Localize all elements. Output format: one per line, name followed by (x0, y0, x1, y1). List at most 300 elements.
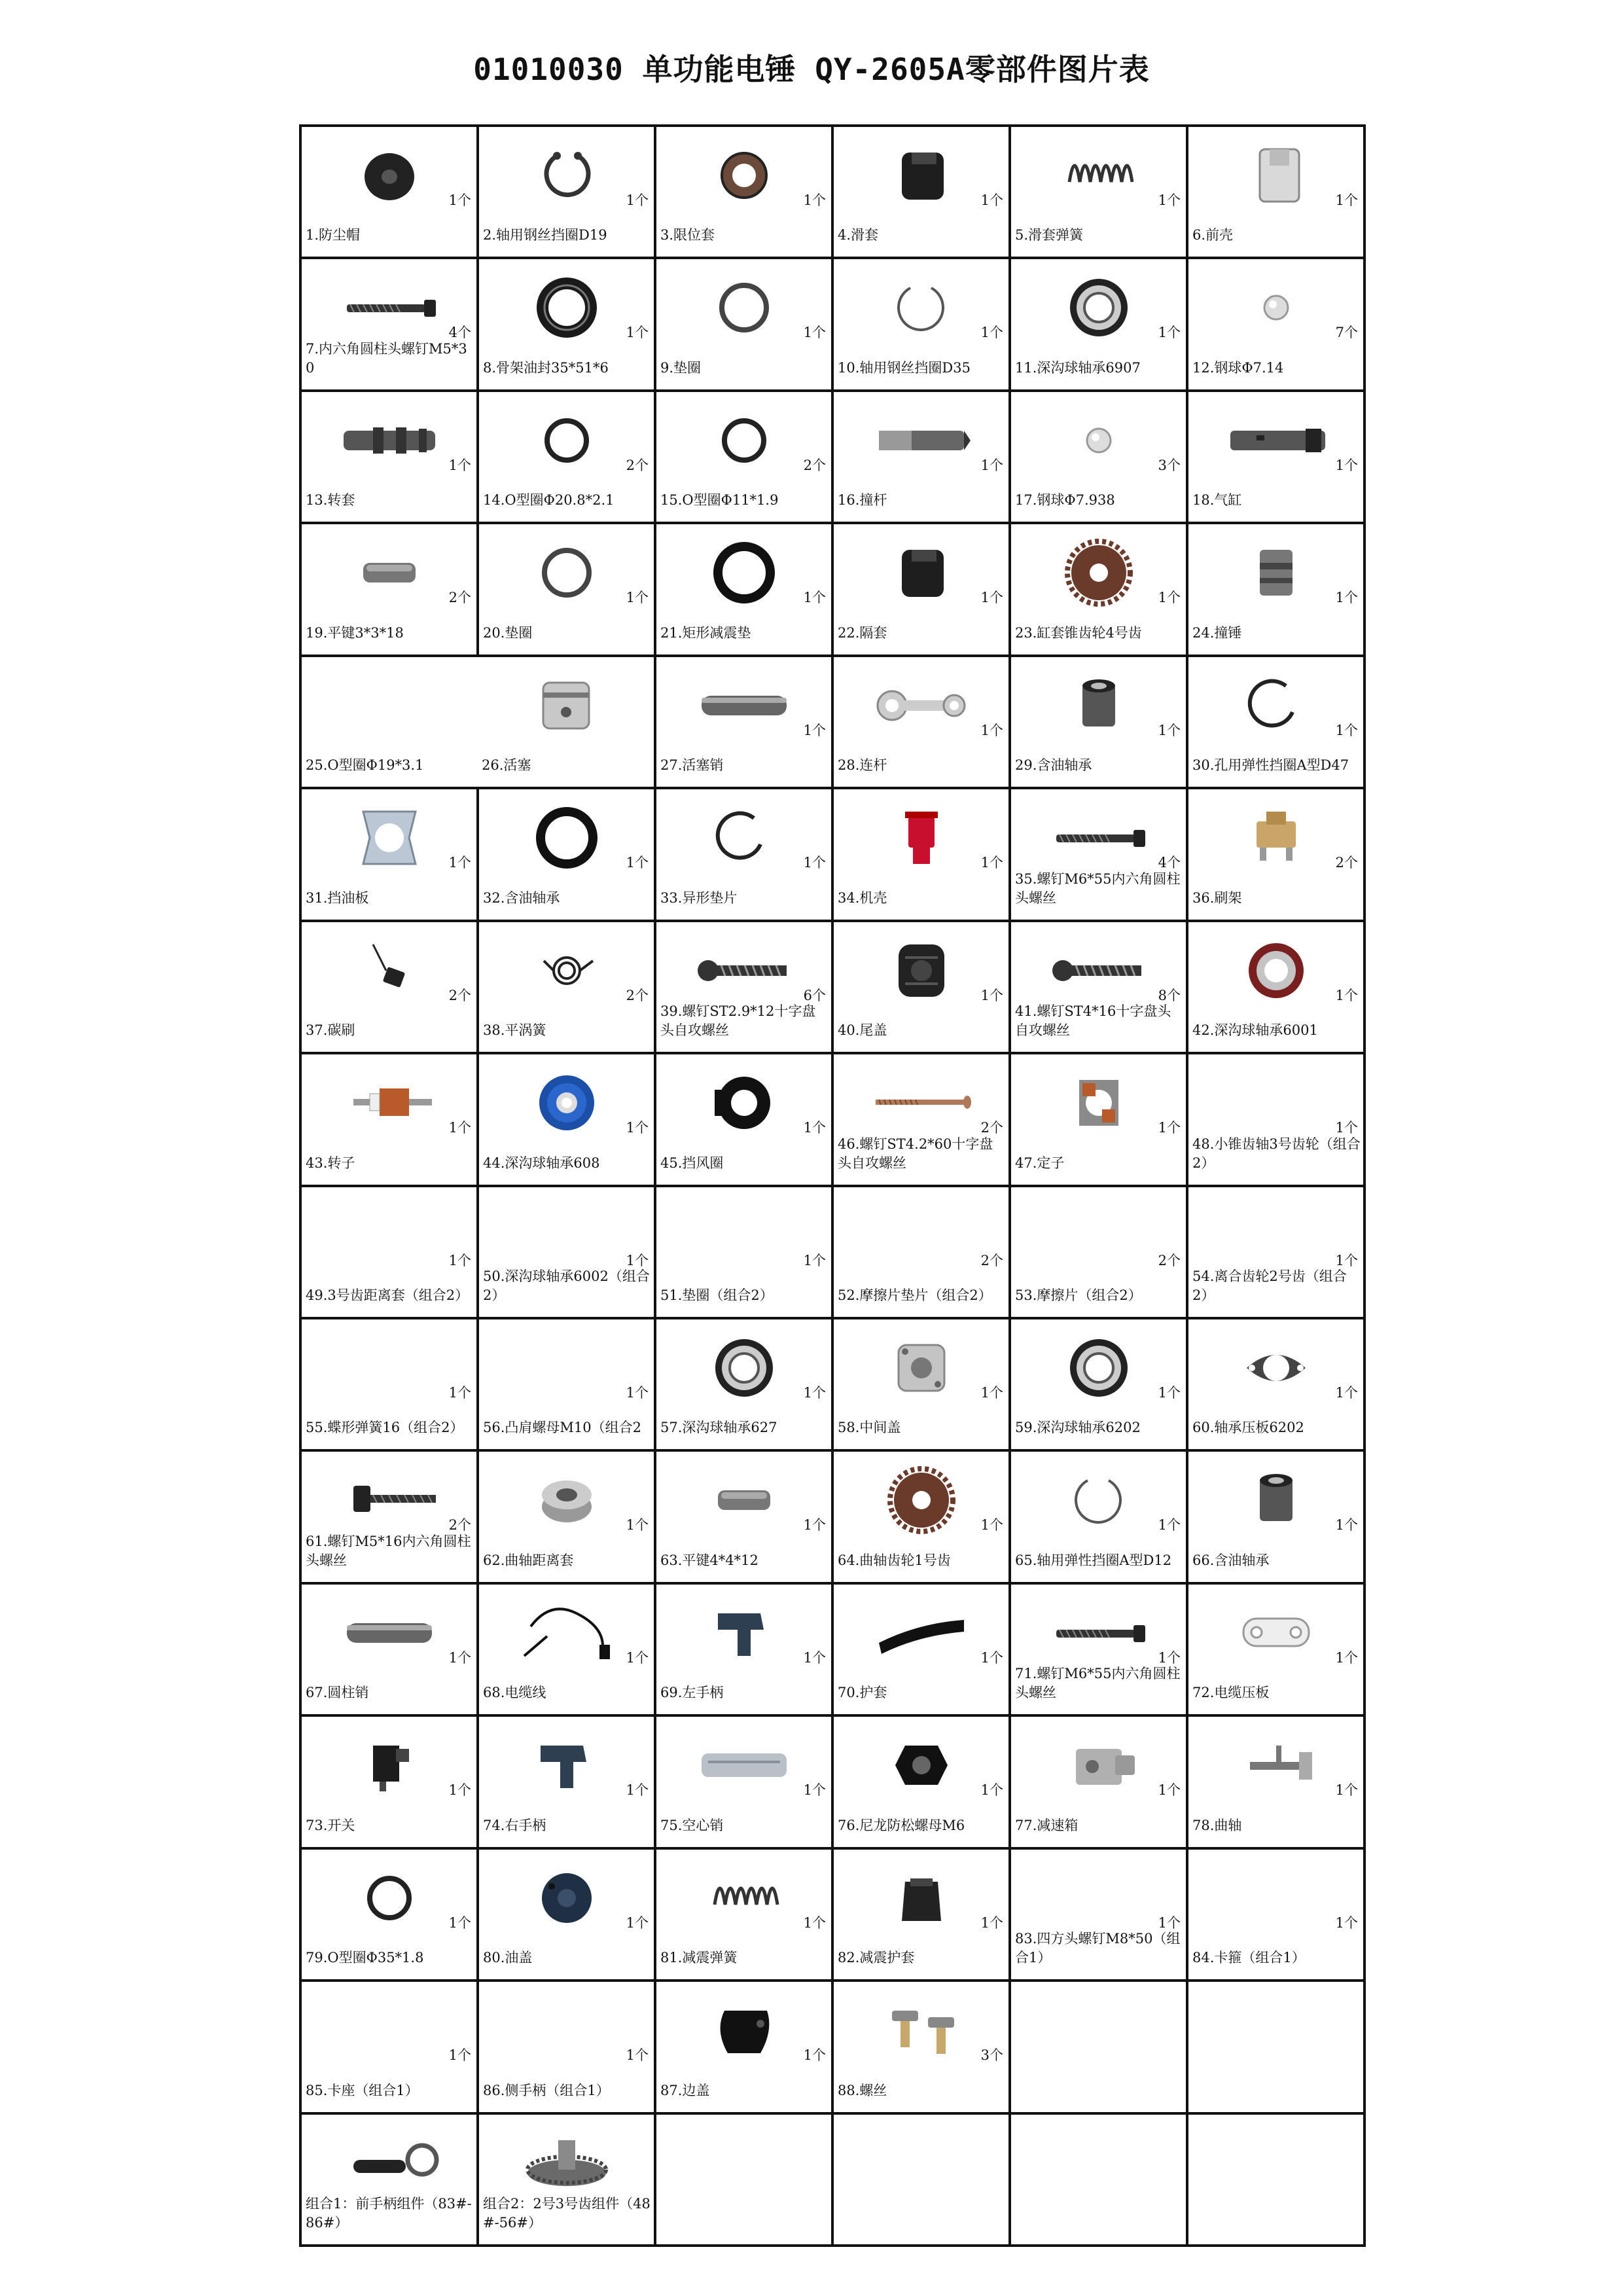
part-name: 56.凸肩螺母M10（组合2 (483, 1420, 641, 1436)
part-cell (479, 1717, 656, 1849)
part-cell (656, 1850, 834, 1982)
part-cell (834, 1319, 1011, 1452)
part-name: 62.曲轴距离套 (483, 1552, 574, 1568)
part-name: 组合2：2号3号齿组件（48#-56#） (483, 2196, 651, 2231)
part-cell (1188, 1585, 1366, 1717)
part-name: 74.右手柄 (483, 1817, 546, 1833)
part-quantity: 4个 (448, 325, 471, 341)
part-quantity: 1个 (1158, 1120, 1181, 1136)
part-quantity: 2个 (980, 1120, 1003, 1136)
part-cell (302, 1717, 479, 1849)
sleeve-icon (866, 533, 977, 612)
part-name: 10.轴用钢丝挡圈D35 (838, 359, 971, 376)
part-cell (302, 2115, 479, 2247)
part-name: 18.气缸 (1192, 492, 1242, 509)
part-quantity: 1个 (803, 1517, 826, 1534)
part-quantity: 1个 (448, 1384, 471, 1401)
baffle-icon (688, 1064, 800, 1142)
part-name: 32.含油轴承 (483, 889, 560, 906)
part-cell (1011, 127, 1188, 259)
page-title: 01010030 单功能电锤 QY-2605A零部件图片表 (473, 52, 1150, 87)
spacer-icon (511, 1461, 622, 1539)
part-quantity: 1个 (626, 325, 649, 341)
part-quantity: 1个 (980, 192, 1003, 208)
empty-cell (1011, 2115, 1188, 2247)
part-name: 45.挡风圈 (660, 1155, 724, 1171)
part-quantity: 2个 (1158, 1252, 1181, 1268)
flange-plate-icon (1221, 1329, 1332, 1407)
part-name: 79.O型圈Φ35*1.8 (306, 1950, 424, 1966)
part-quantity: 1个 (626, 1252, 649, 1268)
pin-icon (688, 666, 800, 745)
washer-icon (688, 268, 800, 347)
tapping-screw-icon (1043, 931, 1154, 1010)
part-name: 68.电缆线 (483, 1685, 546, 1701)
part-cell (656, 1717, 834, 1849)
part-name: 83.四方头螺钉M8*50（组合1） (1015, 1931, 1181, 1966)
brush-holder-icon (1221, 798, 1332, 877)
part-cell (656, 127, 834, 259)
part-name: 78.曲轴 (1192, 1817, 1242, 1833)
part-name: 8.骨架油封35*51*6 (483, 359, 609, 376)
part-cell (834, 524, 1011, 656)
part-name: 84.卡箍（组合1） (1192, 1950, 1306, 1966)
part-name: 37.碳刷 (306, 1022, 355, 1039)
part-quantity: 1个 (803, 1782, 826, 1799)
part-quantity: 1个 (1335, 1782, 1358, 1799)
part-quantity: 1个 (803, 1384, 826, 1401)
part-name: 86.侧手柄（组合1） (483, 2082, 610, 2098)
part-name: 30.孔用弹性挡圈A型D47 (1192, 757, 1349, 774)
part-quantity: 1个 (448, 2047, 471, 2064)
gear-assembly-icon (511, 2124, 622, 2202)
part-name: 29.含油轴承 (1015, 757, 1092, 774)
empty-cell (1188, 1982, 1366, 2114)
part-cell (1188, 789, 1366, 922)
link-icon (866, 666, 977, 745)
part-quantity: 1个 (803, 590, 826, 606)
part-quantity: 1个 (448, 1649, 471, 1666)
o-ring-icon (688, 401, 800, 480)
part-name: 65.轴用弹性挡圈A型D12 (1015, 1552, 1172, 1568)
part-quantity: 1个 (1158, 325, 1181, 341)
part-quantity: 1个 (1335, 1120, 1358, 1136)
part-cell (1188, 1717, 1366, 1849)
part-cell (834, 657, 1011, 789)
part-cell (834, 1054, 1011, 1187)
part-quantity: 1个 (1158, 1517, 1181, 1534)
part-cell (479, 259, 656, 391)
part-name: 76.尼龙防松螺母M6 (838, 1817, 965, 1833)
part-quantity: 7个 (1335, 325, 1358, 341)
ball-icon (1221, 268, 1332, 347)
part-name: 2.轴用钢丝挡圈D19 (483, 227, 607, 243)
screw-icon (334, 268, 445, 347)
key-icon (688, 1461, 800, 1539)
part-cell (834, 1717, 1011, 1849)
part-quantity: 1个 (1158, 1649, 1181, 1666)
wire-ring-icon (1043, 1461, 1154, 1539)
part-quantity: 1个 (448, 1252, 471, 1268)
part-name: 70.护套 (838, 1685, 887, 1701)
part-name: 61.螺钉M5*16内六角圆柱头螺丝 (306, 1533, 471, 1568)
part-quantity: 1个 (803, 1914, 826, 1931)
empty-cell (1011, 1982, 1188, 2114)
part-cell (479, 127, 656, 259)
part-quantity: 1个 (1158, 722, 1181, 738)
part-name: 7.内六角圆柱头螺钉M5*30 (306, 340, 467, 376)
o-ring-icon (511, 401, 622, 480)
part-quantity: 1个 (980, 325, 1003, 341)
carbon-brush-icon (334, 931, 445, 1010)
part-cell (656, 259, 834, 391)
part-name: 4.滑套 (838, 227, 879, 243)
part-quantity: 1个 (980, 1914, 1003, 1931)
part-name: 72.电缆压板 (1192, 1685, 1270, 1701)
part-quantity: 2个 (980, 1252, 1003, 1268)
part-name: 24.撞锤 (1192, 624, 1242, 641)
gear-icon (1043, 533, 1154, 612)
part-name: 50.深沟球轴承6002（组合2） (483, 1268, 650, 1303)
part-quantity: 2个 (448, 987, 471, 1003)
key-icon (334, 533, 445, 612)
ball-icon (1043, 401, 1154, 480)
part-quantity: 6个 (803, 987, 826, 1003)
gearbox-icon (1043, 1726, 1154, 1804)
thick-ring-icon (688, 533, 800, 612)
part-name: 48.小锥齿轴3号齿轮（组合2） (1192, 1136, 1361, 1171)
side-cover-icon (688, 1991, 800, 2070)
part-name: 31.挡油板 (306, 889, 369, 906)
part-name: 14.O型圈Φ20.8*2.1 (483, 492, 615, 509)
part-cell (1188, 392, 1366, 524)
part-name: 6.前壳 (1192, 227, 1234, 243)
part-cell (479, 1850, 656, 1982)
part-quantity: 1个 (803, 192, 826, 208)
part-cell (834, 1850, 1011, 1982)
part-quantity: 1个 (448, 1120, 471, 1136)
hollow-pin-icon (688, 1726, 800, 1804)
part-name: 44.深沟球轴承608 (483, 1155, 600, 1171)
part-name: 组合1：前手柄组件（83#-86#） (306, 2196, 472, 2231)
part-cell (479, 1585, 656, 1717)
part-cell (834, 1982, 1011, 2114)
part-quantity: 1个 (803, 325, 826, 341)
part-cell (656, 1187, 834, 1319)
part-quantity: 1个 (980, 590, 1003, 606)
gear-icon (866, 1461, 977, 1539)
cable-guard-icon (866, 1594, 977, 1672)
part-cell (302, 259, 479, 391)
part-cell (1188, 922, 1366, 1054)
pin-icon (334, 1594, 445, 1672)
stator-icon (1043, 1064, 1154, 1142)
part-name: 55.蝶形弹簧16（组合2） (306, 1420, 464, 1436)
part-cell (1011, 1187, 1188, 1319)
bushing-icon (1221, 1461, 1332, 1539)
part-name: 81.减震弹簧 (660, 1950, 738, 1966)
part-quantity: 1个 (1335, 1252, 1358, 1268)
part-quantity: 1个 (1335, 457, 1358, 473)
part-quantity: 1个 (1158, 1782, 1181, 1799)
piston-icon (510, 666, 622, 745)
part-quantity: 1个 (803, 1252, 826, 1268)
part-name: 80.油盖 (483, 1950, 533, 1966)
coil-spring-icon (511, 931, 622, 1010)
part-quantity: 1个 (626, 590, 649, 606)
part-name: 67.圆柱销 (306, 1685, 369, 1701)
part-cell (1011, 1585, 1188, 1717)
empty-cell (656, 2115, 834, 2247)
rod-icon (866, 401, 977, 480)
part-quantity: 1个 (1335, 987, 1358, 1003)
clamp-icon (1221, 1594, 1332, 1672)
sleeve-icon (866, 136, 977, 215)
part-cell (834, 922, 1011, 1054)
part-name: 13.转套 (306, 492, 355, 509)
part-quantity: 1个 (626, 1649, 649, 1666)
part-quantity: 1个 (1335, 1649, 1358, 1666)
part-name: 54.离合齿轮2号齿（组合2） (1192, 1268, 1347, 1303)
part-cell (479, 1054, 656, 1187)
part-cell (656, 524, 834, 656)
part-name: 27.活塞销 (660, 757, 724, 774)
part-name: 36.刷架 (1192, 889, 1242, 906)
part-cell (1188, 524, 1366, 656)
seal-icon (511, 268, 622, 347)
part-quantity: 1个 (980, 1384, 1003, 1401)
part-cell (1011, 657, 1188, 789)
part-cell (1011, 392, 1188, 524)
bearing-icon (688, 1329, 800, 1407)
part-cell (1011, 922, 1188, 1054)
part-cell (834, 789, 1011, 922)
spring-icon (1043, 136, 1154, 215)
part-quantity: 8个 (1158, 987, 1181, 1003)
part-name: 22.隔套 (838, 624, 887, 641)
end-cap-icon (866, 931, 977, 1010)
part-cell (1188, 1054, 1366, 1187)
part-quantity: 2个 (1335, 855, 1358, 871)
hex-bolt-icon (334, 1461, 445, 1539)
part-name: 33.异形垫片 (660, 889, 738, 906)
part-name: 66.含油轴承 (1192, 1552, 1270, 1568)
part-cell (479, 789, 656, 922)
part-name: 1.防尘帽 (306, 227, 361, 243)
part-name: 58.中间盖 (838, 1420, 901, 1436)
part-name: 47.定子 (1015, 1155, 1065, 1171)
part-name: 23.缸套锥齿轮4号齿 (1015, 624, 1142, 641)
part-cell (1011, 1717, 1188, 1849)
part-quantity: 1个 (1158, 1914, 1181, 1931)
part-name: 52.摩擦片垫片（组合2） (838, 1287, 992, 1303)
ring-icon (688, 136, 800, 215)
part-name: 63.平键4*4*12 (660, 1552, 758, 1568)
part-quantity: 1个 (980, 1649, 1003, 1666)
part-cell (656, 657, 834, 789)
part-cell (1011, 789, 1188, 922)
part-quantity: 3个 (1158, 457, 1181, 473)
part-cell (834, 392, 1011, 524)
part-quantity: 1个 (626, 855, 649, 871)
switch-icon (334, 1726, 445, 1804)
part-cell (302, 1982, 479, 2114)
o-ring-icon (334, 1859, 445, 1937)
part-quantity: 1个 (626, 1782, 649, 1799)
part-cell (1188, 1850, 1366, 1982)
part-cell (1011, 524, 1188, 656)
part-cell (1188, 1452, 1366, 1584)
hammer-icon (1221, 533, 1332, 612)
part-name: 15.O型圈Φ11*1.9 (660, 492, 779, 509)
part-name: 87.边盖 (660, 2082, 710, 2098)
part-quantity: 1个 (1335, 722, 1358, 738)
part-name: 38.平涡簧 (483, 1022, 546, 1039)
part-name: 49.3号齿距离套（组合2） (306, 1287, 469, 1303)
part-quantity: 2个 (803, 457, 826, 473)
blue-bearing-icon (511, 1064, 622, 1142)
part-quantity: 1个 (626, 1120, 649, 1136)
part-name: 88.螺丝 (838, 2082, 887, 2098)
part-cell (302, 1585, 479, 1717)
part-cell (479, 1452, 656, 1584)
part-name: 42.深沟球轴承6001 (1192, 1022, 1318, 1039)
empty-cell (1188, 2115, 1366, 2247)
part-name: 43.转子 (306, 1155, 355, 1171)
part-quantity: 3个 (980, 2047, 1003, 2064)
part-quantity: 1个 (803, 1649, 826, 1666)
part-quantity: 1个 (980, 987, 1003, 1003)
part-name: 82.减震护套 (838, 1950, 915, 1966)
part-cell (1188, 657, 1366, 789)
screw-icon (1043, 798, 1154, 877)
handle-icon (688, 1594, 800, 1672)
bearing-icon (1043, 1329, 1154, 1407)
part-cell (834, 127, 1011, 259)
part-quantity: 1个 (803, 2047, 826, 2064)
part-cell (1011, 1054, 1188, 1187)
part-cell (656, 1452, 834, 1584)
side-handle-icon (334, 2124, 445, 2202)
wire-ring-icon (866, 268, 977, 347)
part-quantity: 1个 (1335, 192, 1358, 208)
part-quantity: 2个 (626, 457, 649, 473)
parts-table (299, 124, 1366, 2247)
part-name: 5.滑套弹簧 (1015, 227, 1084, 243)
part-name: 69.左手柄 (660, 1685, 724, 1701)
part-quantity: 1个 (980, 855, 1003, 871)
thick-ring-icon (511, 798, 622, 877)
part-name: 85.卡座（组合1） (306, 2082, 419, 2098)
part-cell (656, 392, 834, 524)
part-name: 41.螺钉ST4*16十字盘头自攻螺丝 (1015, 1003, 1171, 1039)
rotor-icon (334, 1064, 445, 1142)
damper-icon (866, 1859, 977, 1937)
snap-ring-icon (688, 798, 800, 877)
long-screw-icon (866, 1064, 977, 1142)
part-cell (302, 1054, 479, 1187)
part-cell (1011, 1850, 1188, 1982)
part-cell (479, 2115, 656, 2247)
part-quantity: 2个 (448, 1517, 471, 1534)
part-quantity: 1个 (980, 1517, 1003, 1534)
tube-icon (334, 401, 445, 480)
part-quantity: 1个 (448, 855, 471, 871)
part-cell (656, 1585, 834, 1717)
part-name: 57.深沟球轴承627 (660, 1420, 777, 1436)
part-cell (302, 127, 479, 259)
part-quantity: 1个 (1335, 1384, 1358, 1401)
part-name: 16.撞杆 (838, 492, 887, 509)
part-quantity: 1个 (626, 2047, 649, 2064)
part-cell (656, 1982, 834, 2114)
part-name: 46.螺钉ST4.2*60十字盘头自攻螺丝 (838, 1136, 993, 1171)
part-name: 11.深沟球轴承6907 (1015, 359, 1141, 376)
part-cell (479, 1982, 656, 2114)
part-cell (302, 1319, 479, 1452)
part-name: 73.开关 (306, 1817, 355, 1833)
red-housing-icon (866, 798, 977, 877)
part-quantity: 1个 (1335, 1914, 1358, 1931)
part-cell (834, 1452, 1011, 1584)
part-name: 39.螺钉ST2.9*12十字盘头自攻螺丝 (660, 1003, 816, 1039)
part-cell (834, 259, 1011, 391)
part-quantity: 1个 (980, 1782, 1003, 1799)
snap-ring-icon (1221, 666, 1332, 745)
part-name: 75.空心销 (660, 1817, 724, 1833)
bearing-icon (1043, 268, 1154, 347)
part-cell (1011, 259, 1188, 391)
part-quantity: 1个 (626, 1517, 649, 1534)
part-cell (479, 922, 656, 1054)
part-name: 34.机壳 (838, 889, 887, 906)
part-quantity: 1个 (448, 1914, 471, 1931)
part-cell (302, 922, 479, 1054)
part-cell (1188, 127, 1366, 259)
part-cell (302, 657, 656, 789)
part-cell (1011, 1319, 1188, 1452)
part-cell (302, 392, 479, 524)
part-name: 9.垫圈 (660, 359, 702, 376)
part-cell (656, 922, 834, 1054)
part-quantity: 1个 (626, 1914, 649, 1931)
oil-cap-icon (511, 1859, 622, 1937)
part-cell (302, 1187, 479, 1319)
part-quantity: 1个 (980, 722, 1003, 738)
part-cell (479, 392, 656, 524)
part-name: 12.钢球Φ7.14 (1192, 359, 1284, 376)
part-quantity: 1个 (448, 1782, 471, 1799)
part-cell (656, 789, 834, 922)
part-cell (479, 1319, 656, 1452)
empty-cell (834, 2115, 1011, 2247)
part-quantity: 1个 (1335, 1517, 1358, 1534)
part-quantity: 2个 (448, 590, 471, 606)
nut-icon (866, 1726, 977, 1804)
part-cell (656, 1054, 834, 1187)
red-bearing-icon (1221, 931, 1332, 1010)
part-cell (1188, 1319, 1366, 1452)
part-cell (302, 1452, 479, 1584)
tapping-screw-icon (688, 931, 800, 1010)
cable-icon (511, 1594, 622, 1672)
part-cell (479, 524, 656, 656)
part-name: 21.矩形减震垫 (660, 624, 751, 641)
part-cell (302, 789, 479, 922)
part-name: 51.垫圈（组合2） (660, 1287, 774, 1303)
part-name: 25.O型圈Φ19*3.1 (306, 757, 424, 774)
circlip-icon (511, 136, 622, 215)
